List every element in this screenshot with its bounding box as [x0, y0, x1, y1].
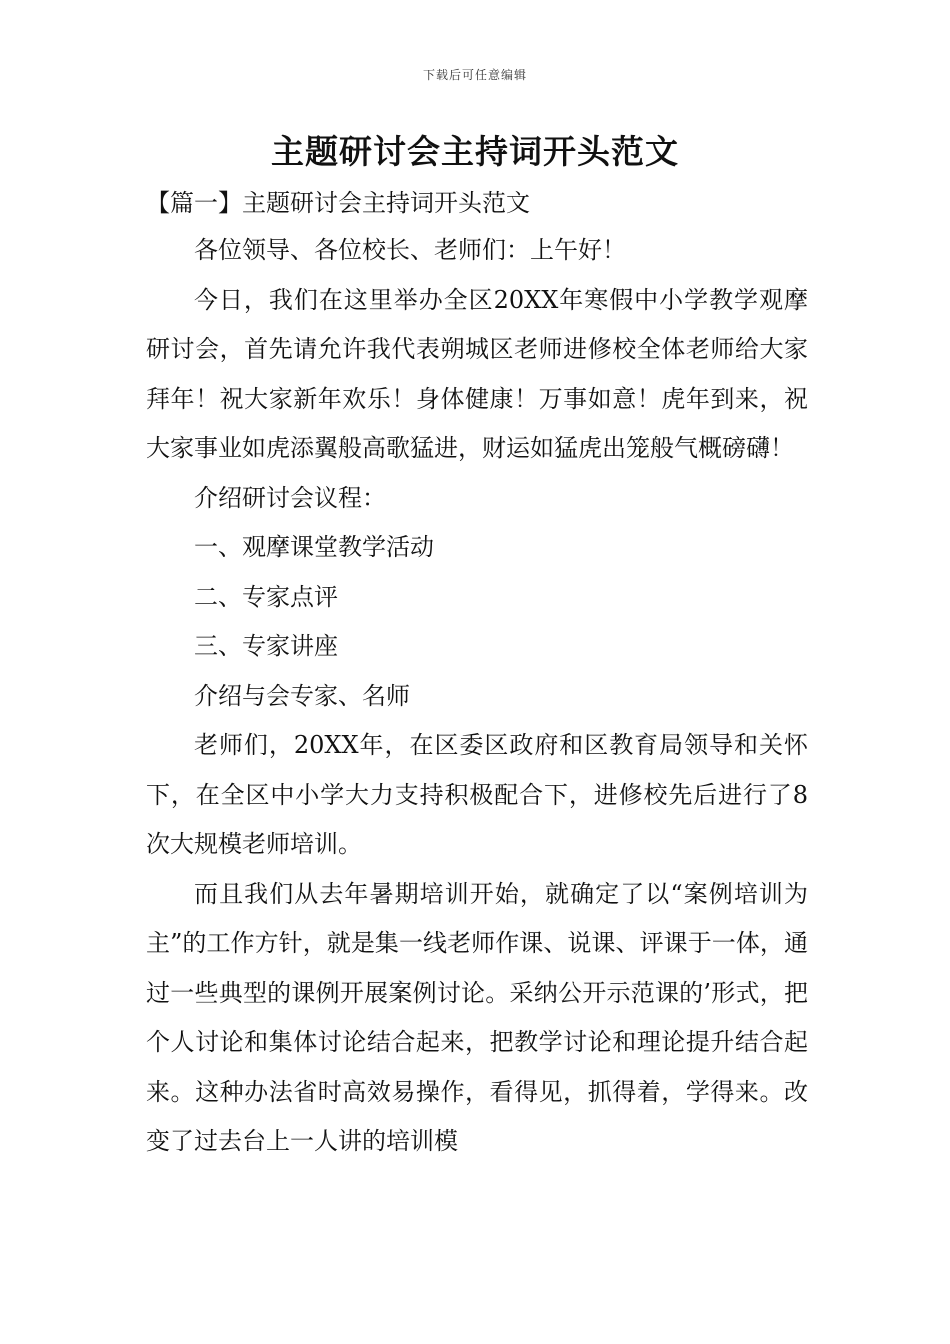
paragraph-training-review: 老师们，20XX年，在区委区政府和区教育局领导和关怀下，在全区中小学大力支持积极配合下，进修校先后进行了8次大规模老师培训。 [146, 731, 808, 858]
paragraph-opening: 今日，我们在这里举办全区20XX年寒假中小学教学观摩研讨会，首先请允许我代表朔城区老师进修校全体老师给大家拜年！祝大家新年欢乐！身体健康！万事如意！虎年到来，祝大家事业如虎添翼般高歌猛进，财运如猛虎出笼般气概磅礴！ [146, 285, 808, 462]
document-body [146, 226, 808, 1167]
section-heading: 【篇一】主题研讨会主持词开头范文 [146, 189, 530, 217]
agenda-item-3: 三、专家讲座 [194, 632, 338, 660]
agenda-item-2: 二、专家点评 [194, 582, 338, 611]
paragraph-case-training: 而且我们从去年暑期培训开始，就确定了以“案例培训为主”的工作方针，就是集一线老师作课、说课、评课于一体，通过一些典型的课例开展案例讨论。采纳公开示范课的’形式，把个人讨论和集体讨论结合起来，把教学讨论和理论提升结合起来。这种办法省时高效易操作，看得见，抓得着，学得来。改变了过去台上一人讲的培训模 [146, 879, 808, 1155]
header-note: 下载后可任意编辑 [422, 68, 527, 82]
paragraph-greeting: 各位领导、各位校长、老师们：上午好！ [194, 236, 626, 264]
agenda-item-1: 一、观摩课堂教学活动 [194, 533, 434, 561]
paragraph-agenda-intro: 介绍研讨会议程： [194, 483, 386, 512]
document-title: 主题研讨会主持词开头范文 [271, 132, 679, 171]
paragraph-experts-intro: 介绍与会专家、名师 [194, 681, 410, 710]
